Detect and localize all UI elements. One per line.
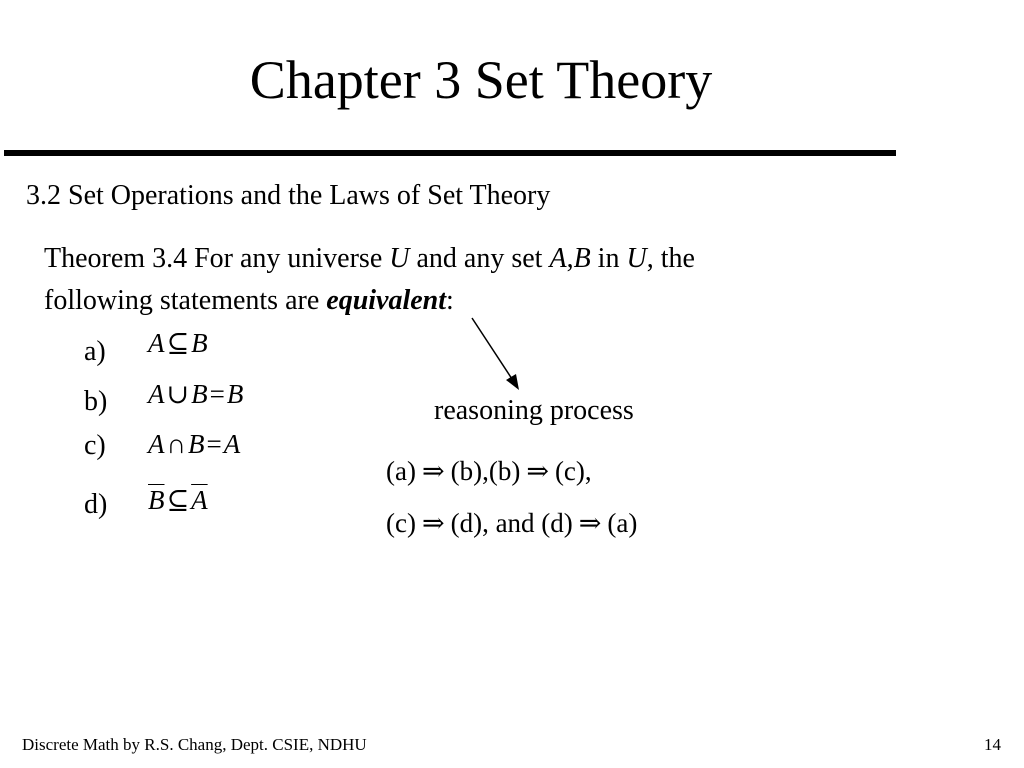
theorem-text: following statements are bbox=[44, 285, 327, 316]
statement-c bbox=[148, 427, 240, 461]
math-var: A bbox=[148, 379, 165, 409]
statement-label-d: d) bbox=[84, 489, 108, 520]
statement-b bbox=[148, 377, 243, 411]
implication-term: (c), bbox=[554, 456, 592, 486]
statement-label-c: c) bbox=[84, 430, 106, 461]
var-u: U bbox=[626, 243, 647, 274]
equals-symbol: = bbox=[206, 429, 222, 459]
complement-var: $\overline{B}$ bbox=[148, 485, 165, 515]
subset-eq-symbol: ⊆ bbox=[166, 328, 190, 358]
math-var: B bbox=[191, 379, 208, 409]
math-var: A bbox=[223, 429, 241, 459]
implication-line-1 bbox=[386, 454, 592, 488]
implies-symbol: ⇒ bbox=[526, 456, 549, 486]
title-divider bbox=[4, 150, 896, 156]
var-u: U bbox=[389, 243, 410, 274]
statement-label-b: b) bbox=[84, 386, 108, 417]
implication-term: (d), bbox=[450, 508, 489, 538]
math-var: B bbox=[226, 379, 244, 409]
page-number: 14 bbox=[984, 735, 1001, 754]
theorem-text: , the bbox=[646, 243, 695, 274]
var-a: A bbox=[549, 243, 567, 274]
union-symbol: ∪ bbox=[166, 379, 190, 409]
complement-var: $\overline{A}$ bbox=[191, 485, 208, 515]
math-var: A bbox=[148, 429, 165, 459]
math-var: B bbox=[191, 328, 208, 358]
math-var: A bbox=[148, 328, 165, 358]
implication-term: (b) bbox=[488, 456, 521, 486]
reasoning-label: reasoning process bbox=[434, 395, 634, 426]
theorem-comma: , bbox=[566, 243, 574, 274]
statement-a bbox=[148, 326, 208, 360]
implication-term: (a) bbox=[607, 508, 638, 538]
theorem-text: and any set bbox=[409, 243, 550, 274]
equivalent-emphasis: equivalent bbox=[326, 285, 447, 316]
implies-symbol: ⇒ bbox=[578, 508, 602, 538]
theorem-text: in bbox=[590, 243, 627, 274]
theorem-text: Theorem 3.4 For any universe bbox=[44, 243, 390, 274]
math-var: B bbox=[188, 429, 205, 459]
implies-symbol: ⇒ bbox=[421, 456, 445, 486]
implication-line-2 bbox=[386, 506, 637, 540]
implication-term: (a) bbox=[386, 456, 416, 486]
implies-symbol: ⇒ bbox=[421, 508, 445, 538]
statement-label-a: a) bbox=[84, 336, 106, 367]
implication-term: (b), bbox=[450, 456, 489, 486]
footer-credit: Discrete Math by R.S. Chang, Dept. CSIE, NDHU bbox=[22, 735, 367, 754]
theorem-statement bbox=[44, 238, 695, 322]
implication-term: and (d) bbox=[495, 508, 573, 538]
equals-symbol: = bbox=[209, 379, 225, 409]
var-b: B bbox=[573, 243, 591, 274]
statement-d bbox=[148, 483, 208, 517]
section-heading: 3.2 Set Operations and the Laws of Set Theory bbox=[26, 180, 551, 211]
implication-term: (c) bbox=[386, 508, 416, 538]
subset-eq-symbol: ⊆ bbox=[166, 485, 190, 515]
slide-title: Chapter 3 Set Theory bbox=[249, 50, 713, 110]
intersection-symbol: ∩ bbox=[166, 429, 186, 459]
theorem-colon: : bbox=[446, 285, 454, 316]
